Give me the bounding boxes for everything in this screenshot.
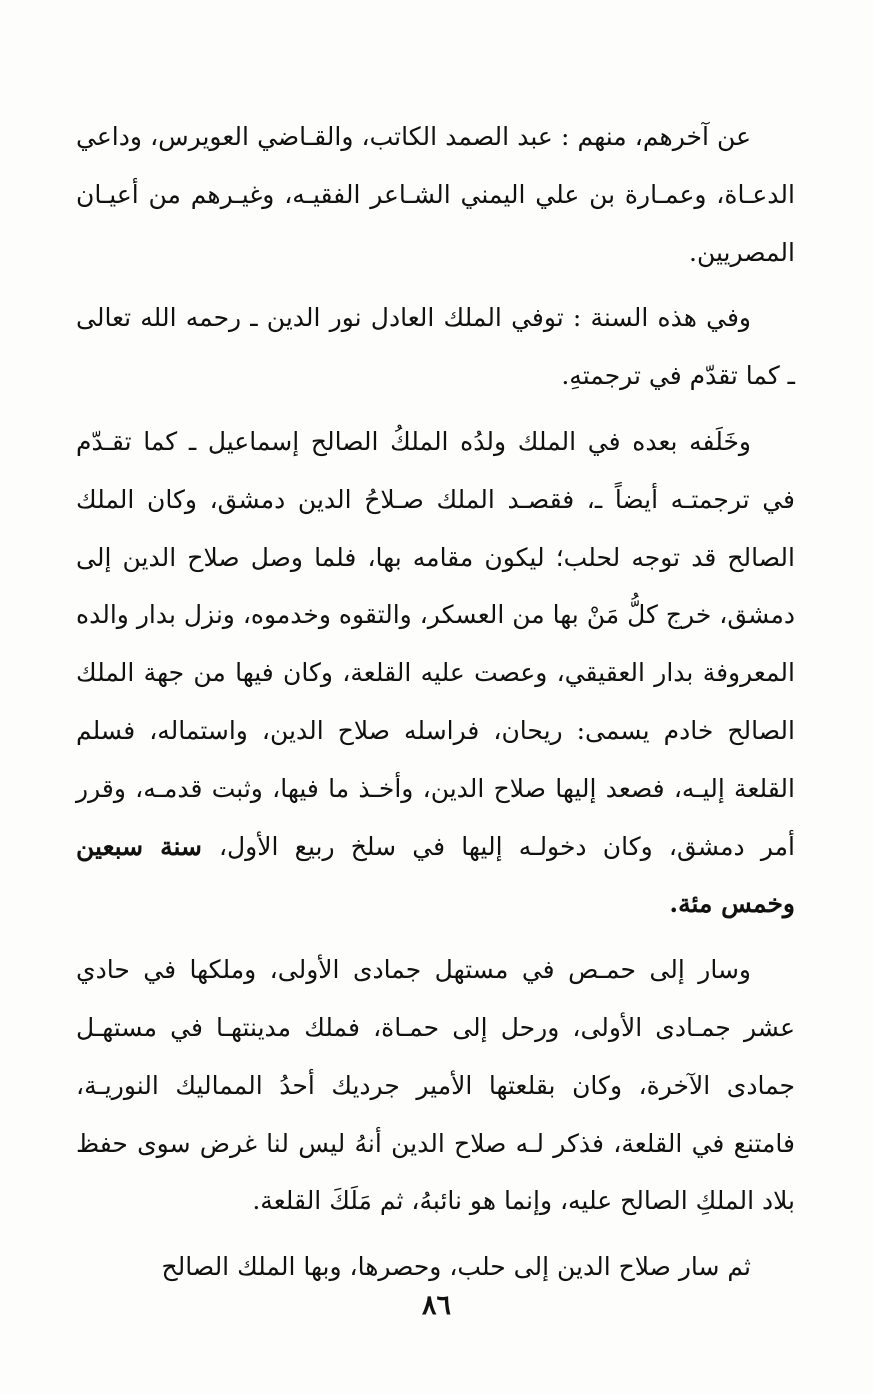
paragraph-1 [76, 108, 795, 281]
paragraph-3-text: وخَلَفه بعده في الملك ولدُه الملكُ الصالح إسماعيل ـ كما تقـدّم في ترجمتـه أيضاً ـ، فقصـد الملك صـلاحُ الدين دمشق، وكان الملك الصالح قد توجه لحلب؛ ليكون مقامه بها، فلما وصل صلاح الدين إلى دمشق، خرج كلُّ مَنْ بها من العسكر، والتقوه وخدموه، ونزل بدار والده المعروفة بدار العقيقي، وعصت عليه القلعة، وكان فيها من جهة الملك الصالح خادم يسمى: ريحان، فراسله صلاح الدين، واستماله، فسلم القلعة إليـه، فصعد إليها صلاح الدين، وأخـذ ما فيها، وثبت قدمـه، وقرر أمر دمشق، وكان دخولـه إليها في سلخ ربيع الأول، [76, 426, 795, 861]
paragraph-5-text: ثم سار صلاح الدين إلى حلب، وحصرها، وبها الملك الصالح [161, 1252, 751, 1282]
paragraph-1-text: عن آخرهم، منهم : عبد الصمد الكاتب، والقـاضي العويرس، وداعي الدعـاة، وعمـارة بن علي اليمني الشـاعر الفقيـه، وغيـرهم من أعيـان المصريين. [76, 122, 795, 267]
paragraph-3-date: سنة سبعين وخمس مئة. [76, 831, 795, 919]
paragraph-4 [76, 941, 795, 1230]
body-text [76, 108, 795, 1296]
paragraph-2 [76, 289, 795, 405]
paragraph-5 [76, 1238, 795, 1296]
paragraph-3 [76, 413, 795, 933]
paragraph-2-text: وفي هذه السنة : توفي الملك العادل نور الدين ـ رحمه الله تعالى ـ كما تقدّم في ترجمتهِ. [76, 303, 795, 391]
page-number: ٨٦ [421, 1290, 451, 1321]
paragraph-4-text: وسار إلى حمـص في مستهل جمادى الأولى، وملكها في حادي عشر جمـادى الأولى، ورحل إلى حمـاة، فملك مدينتهـا في مستهـل جمادى الآخرة، وكان بقلعتها الأمير جرديك أحدُ المماليك النوريـة، فامتنع في القلعة، فذكر لـه صلاح الدين أنهُ ليس لنا غرض سوى حفظ بلاد الملكِ الصالح عليه، وإنما هو نائبهُ، ثم مَلَكَ القلعة. [76, 955, 795, 1216]
